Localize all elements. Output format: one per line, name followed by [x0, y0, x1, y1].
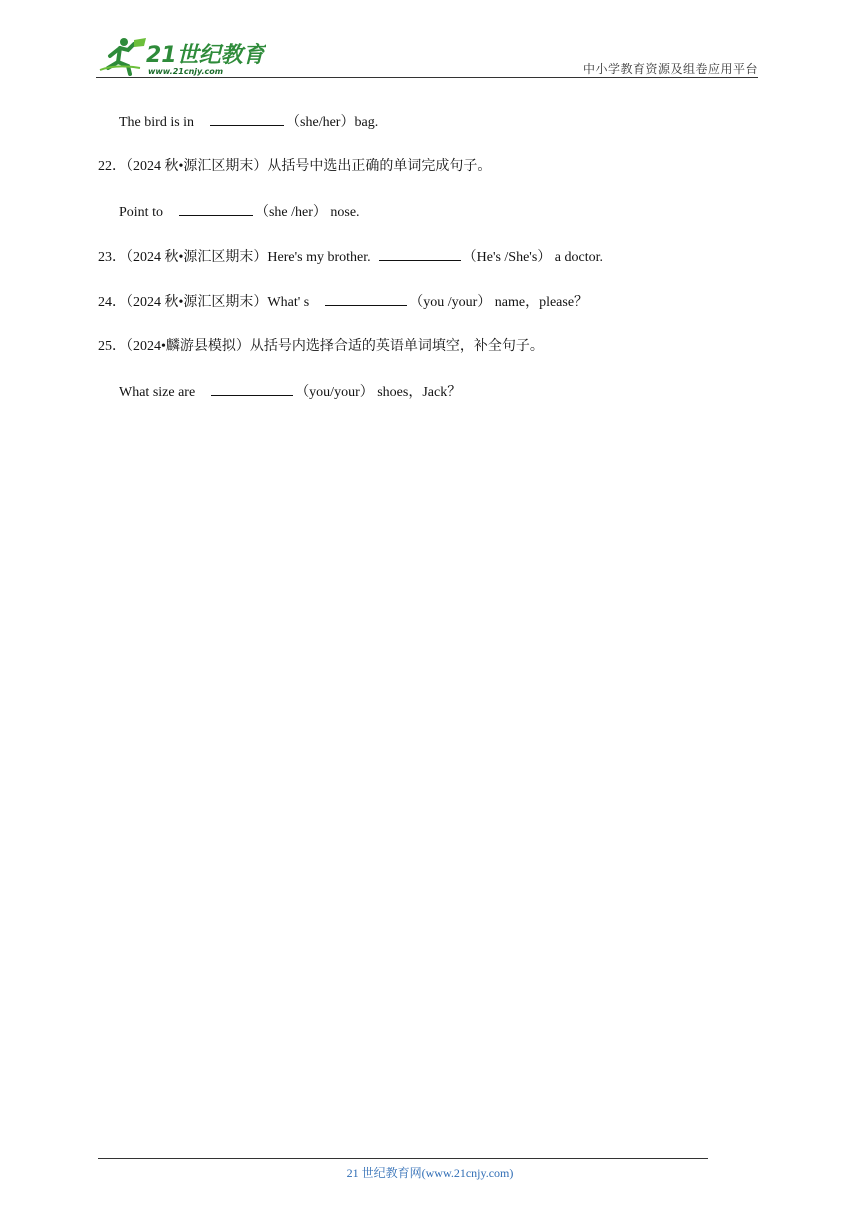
q22-answer-blank[interactable] — [179, 202, 253, 216]
q22-number: 22． — [98, 159, 126, 174]
q21-text-before: The bird is in — [119, 115, 195, 130]
footer-divider — [98, 1158, 708, 1159]
q22-sentence — [119, 202, 360, 223]
q22-text-after: （she /her） nose. — [254, 205, 360, 220]
q24-source: （2024 秋•源汇区期末） — [126, 295, 268, 310]
platform-name: 中小学教育资源及组卷应用平台 — [582, 62, 758, 76]
q22-source: （2024 秋•源汇区期末） — [126, 159, 268, 174]
q25-header — [98, 337, 544, 357]
q21-answer-blank[interactable] — [210, 112, 284, 126]
q22-text-before: Point to — [119, 205, 163, 220]
q23-text-before: Here's my brother. — [267, 250, 371, 265]
q24-answer-blank[interactable] — [325, 292, 407, 306]
q24-text-after: （you /your） name，please？ — [409, 295, 589, 310]
q25-sentence — [119, 382, 461, 403]
q24-number: 24． — [98, 295, 126, 310]
q23-text-after: （He's /She's） a doctor. — [462, 250, 603, 265]
q25-source: （2024•麟游县模拟） — [126, 339, 250, 354]
svg-text:21世纪教育: 21世纪教育 — [146, 43, 265, 68]
svg-text:www.21cnjy.com: www.21cnjy.com — [148, 67, 224, 76]
header-divider — [96, 77, 758, 78]
site-logo — [96, 34, 266, 76]
q25-answer-blank[interactable] — [211, 382, 293, 396]
q21-sentence — [119, 112, 378, 133]
q23-line — [98, 247, 603, 268]
q21-text-after: （she/her）bag. — [286, 115, 379, 130]
logo-runner-icon — [96, 34, 266, 76]
q24-line — [98, 292, 588, 313]
q25-prompt: 从括号内选择合适的英语单词填空，补全句子。 — [249, 339, 544, 354]
q23-answer-blank[interactable] — [379, 247, 461, 261]
q22-header — [98, 157, 491, 177]
q23-source: （2024 秋•源汇区期末） — [126, 250, 268, 265]
footer-link[interactable]: 21 世纪教育网(www.21cnjy.com) — [346, 1166, 514, 1180]
q25-number: 25． — [98, 339, 126, 354]
page-header — [96, 32, 758, 78]
q22-prompt: 从括号中选出正确的单词完成句子。 — [267, 159, 492, 174]
q25-text-after: （you/your） shoes，Jack？ — [295, 385, 462, 400]
q24-text-before: What' s — [267, 295, 310, 310]
q23-number: 23． — [98, 250, 126, 265]
q25-text-before: What size are — [119, 385, 196, 400]
